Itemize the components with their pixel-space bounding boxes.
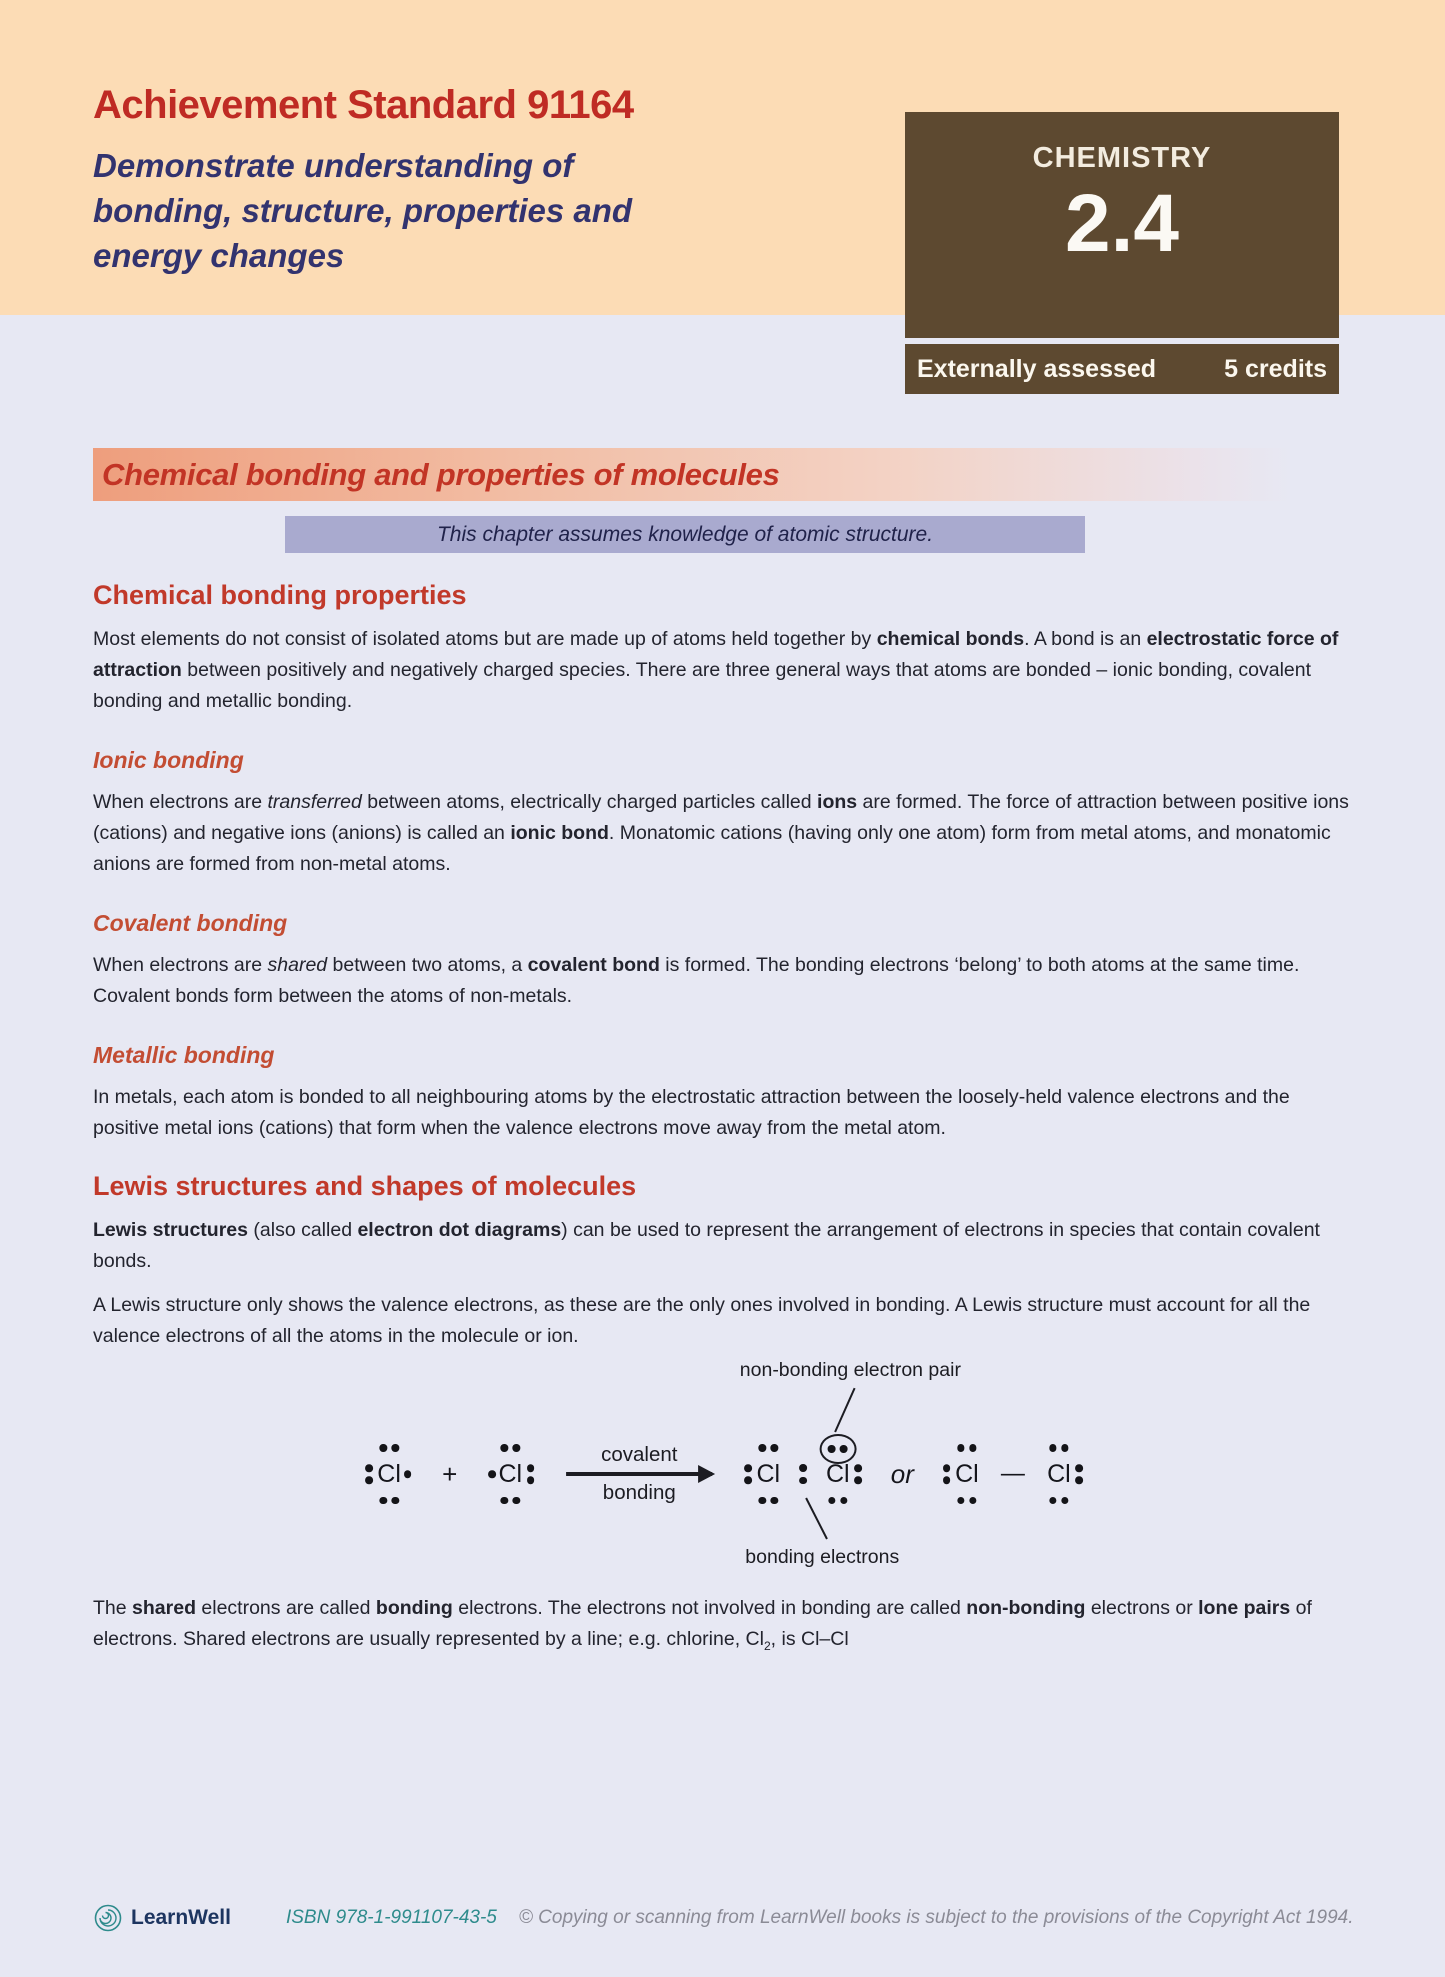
paragraph-lewis-1: Lewis structures (also called electron dot diagrams) can be used to represent the arrangement of electrons in species that contain covalent bonds.	[93, 1219, 1320, 1272]
plus-sign: +	[442, 1458, 458, 1489]
learnwell-logo-icon	[93, 1903, 123, 1933]
electron-dot	[1061, 1497, 1069, 1505]
heading-metallic-bonding: Metallic bonding	[93, 1042, 275, 1068]
arrow-label-top: covalent	[601, 1443, 678, 1467]
electron-dot	[828, 1497, 836, 1505]
chapter-heading: Chemical bonding and properties of molecules	[102, 456, 780, 492]
subtitle-line: bonding, structure, properties and	[93, 192, 633, 229]
atom-symbol: Cl	[825, 1459, 850, 1488]
circled-nonbonding-pair	[819, 1434, 856, 1464]
paragraph-covalent: When electrons are shared between two atoms, a covalent bond is formed. The bonding electrons ‘belong’ to both atoms at the same time. Covalent bonds form between the atoms of non-metals.	[93, 954, 1300, 1007]
page-title: Achievement Standard 91164	[93, 83, 634, 127]
electron-pair	[501, 1497, 521, 1505]
heading-chemical-bonding-properties: Chemical bonding properties	[93, 580, 467, 610]
electron-pair	[854, 1464, 862, 1484]
lewis-atom-cl-reactant-1	[363, 1442, 415, 1506]
chapter-note-banner: This chapter assumes knowledge of atomic structure.	[285, 516, 1085, 553]
subject-badge	[905, 112, 1339, 338]
electron-dot	[1061, 1444, 1069, 1452]
electron-dot	[969, 1444, 977, 1452]
isbn-label: ISBN 978-1-991107-43-5	[285, 1907, 497, 1928]
electron-dot	[527, 1464, 535, 1472]
electron-dot	[1075, 1464, 1083, 1472]
electron-dot	[1049, 1497, 1057, 1505]
electron-pair	[365, 1464, 373, 1484]
electron-dot	[513, 1444, 521, 1452]
copyright-notice: © Copying or scanning from LearnWell books is subject to the provisions of the Copyright Act 1994.	[518, 1907, 1354, 1928]
electron-pair	[379, 1444, 399, 1452]
heading-covalent-bonding: Covalent bonding	[93, 910, 288, 936]
electron-dot	[957, 1444, 965, 1452]
electron-dot	[759, 1497, 767, 1505]
page-footer	[93, 1903, 1355, 1933]
credits-label: 5 credits	[1224, 354, 1327, 383]
lewis-structure-row	[363, 1359, 1085, 1568]
electron-dot	[771, 1497, 779, 1505]
chapter-heading-band	[93, 448, 1290, 501]
electron-dot	[391, 1444, 399, 1452]
atom-symbol: Cl	[1047, 1459, 1071, 1488]
electron-dot	[501, 1444, 509, 1452]
single-bond-dash: —	[1000, 1460, 1025, 1487]
unpaired-electron-dot	[488, 1470, 496, 1478]
standard-subtitle	[93, 143, 632, 278]
heading-ionic-bonding: Ionic bonding	[93, 747, 244, 773]
arrow-label-bottom: bonding	[602, 1480, 676, 1504]
brand-name: LearnWell	[131, 1906, 231, 1929]
electron-dot	[1075, 1476, 1083, 1484]
electron-dot	[828, 1445, 836, 1453]
electron-dot	[1049, 1444, 1057, 1452]
electron-dot	[513, 1497, 521, 1505]
electron-dot	[365, 1476, 373, 1484]
electron-dot	[527, 1476, 535, 1484]
electron-pair	[957, 1497, 977, 1505]
electron-pair	[759, 1444, 779, 1452]
electron-pair	[957, 1444, 977, 1452]
subtitle-line: Demonstrate understanding of	[93, 147, 574, 184]
paragraph-metallic: In metals, each atom is bonded to all neighbouring atoms by the electrostatic attraction between the loosely-held valence electrons and the positive metal ions (cations) that form when the valence electrons move away from the metal atom.	[93, 1086, 1290, 1139]
electron-dot	[799, 1464, 807, 1472]
electron-pair	[1075, 1464, 1083, 1484]
electron-dot	[379, 1444, 387, 1452]
electron-pair	[744, 1464, 752, 1484]
badge-subject-label: CHEMISTRY	[1032, 142, 1212, 174]
electron-dot	[840, 1497, 848, 1505]
lewis-structure-diagram	[93, 1356, 1355, 1580]
atom-symbol: Cl	[756, 1459, 781, 1488]
paragraph-shared-electrons: The shared electrons are called bonding electrons. The electrons not involved in bonding are called non-bonding electrons or lone pairs of electrons. Shared electrons are usually represented by a line; e.g. chlorine, $Cl_2$, is Cl–Cl	[93, 1597, 1312, 1653]
paragraph-intro: Most elements do not consist of isolated atoms but are made up of atoms held together by chemical bonds. A bond is an electrostatic force of attraction between positively and negatively charged species. There are three general ways that atoms are bonded – ionic bonding, covalent bonding and metallic bonding.	[93, 628, 1339, 712]
lewis-atom-cl-product-left	[742, 1442, 794, 1506]
subtitle-line: energy changes	[93, 237, 345, 274]
electron-pair	[759, 1497, 779, 1505]
electron-pair	[828, 1497, 848, 1505]
heading-lewis-structures: Lewis structures and shapes of molecules	[93, 1171, 637, 1201]
page-body	[0, 448, 1445, 1662]
paragraph-lewis-2: A Lewis structure only shows the valence electrons, as these are the only ones involved in bonding. A Lewis structure must account for all the valence electrons of all the atoms in the molecule or ion.	[93, 1294, 1311, 1347]
assessment-type: Externally assessed	[917, 354, 1157, 383]
electron-dot	[943, 1464, 951, 1472]
lewis-molecule-cl2-line	[941, 1442, 1085, 1506]
electron-pair	[943, 1464, 951, 1484]
electron-dot	[379, 1497, 387, 1505]
electron-pair	[1049, 1497, 1069, 1505]
electron-dot	[957, 1497, 965, 1505]
assessment-bar	[905, 344, 1339, 394]
electron-dot	[759, 1444, 767, 1452]
electron-pair	[527, 1464, 535, 1484]
electron-dot	[744, 1464, 752, 1472]
electron-dot	[771, 1444, 779, 1452]
electron-dot	[744, 1476, 752, 1484]
page-header	[0, 0, 1445, 383]
electron-pair	[501, 1444, 521, 1452]
electron-dot	[799, 1477, 807, 1485]
arrow-right-icon	[566, 1472, 712, 1476]
reaction-arrow-block	[563, 1443, 715, 1505]
nonbonding-pair-pointer-line	[834, 1388, 855, 1433]
electron-dot	[501, 1497, 509, 1505]
electron-dot	[854, 1476, 862, 1484]
lewis-atom-cl-line-right	[1033, 1442, 1085, 1506]
lewis-atom-cl-line-left	[941, 1442, 993, 1506]
atom-symbol: Cl	[498, 1459, 523, 1488]
electron-dot	[365, 1464, 373, 1472]
electron-dot	[969, 1497, 977, 1505]
nonbonding-pair-label: non-bonding electron pair	[739, 1359, 961, 1381]
electron-dot	[943, 1476, 951, 1484]
paragraph-ionic: When electrons are transferred between atoms, electrically charged particles called ions are formed. The force of attraction between positive ions (cations) and negative ions (anions) is called an ionic bond. Monatomic cations (having only one atom) form from metal atoms, and monatomic anions are formed from non-metal atoms.	[93, 791, 1349, 875]
electron-dot	[391, 1497, 399, 1505]
electron-pair	[379, 1497, 399, 1505]
electron-dot	[854, 1464, 862, 1472]
bonding-electrons-label: bonding electrons	[745, 1546, 900, 1568]
badge-code: 2.4	[1065, 178, 1179, 269]
or-label: or	[890, 1458, 914, 1489]
unpaired-electron-dot	[404, 1470, 412, 1478]
electron-dot	[840, 1445, 848, 1453]
electron-pair	[1049, 1444, 1069, 1452]
atom-symbol: Cl	[955, 1459, 979, 1488]
lewis-atom-cl-reactant-2	[484, 1442, 536, 1506]
atom-symbol: Cl	[377, 1459, 401, 1488]
